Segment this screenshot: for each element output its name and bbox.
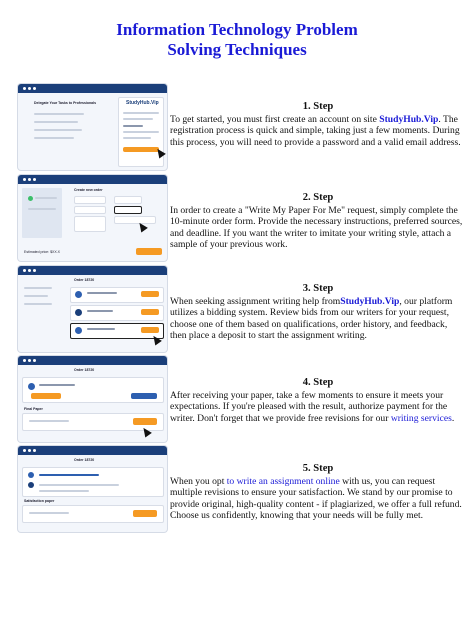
step-1-text: 1. Step To get started, you must first create an account on site StudyHub.Vip. The registration process is quick and simple, taking just a few moments. During this process, you will need to provide a password and a valid email address.	[170, 101, 466, 148]
step-3-text: 3. Step When seeking assignment writing help fromStudyHub.Vip, our platform utilizes a bidding system. Review bids from our writers for your request, choose one of them based on qualifications, order history, and feedback, then place a deposit to start the assignment writing.	[170, 283, 466, 341]
step-4-screenshot	[18, 356, 167, 442]
page-title	[0, 20, 474, 60]
step-1-screenshot	[18, 84, 167, 170]
window-bar	[18, 84, 167, 93]
thumb-title: Order 18720	[74, 368, 95, 372]
studyhub-link[interactable]: StudyHub.Vip	[379, 114, 439, 125]
thumb-title: Create new order	[74, 188, 103, 192]
write-assignment-link[interactable]: to write an assignment online	[226, 476, 340, 487]
step-4-heading: 4. Step	[302, 377, 334, 388]
window-bar	[18, 446, 167, 455]
thumb-label: Satisfaction paper	[24, 499, 55, 503]
step-2-heading: 2. Step	[302, 192, 334, 203]
title-line-1: Information Technology Problem	[116, 20, 358, 39]
step-3-screenshot	[18, 266, 167, 352]
step-1-heading: 1. Step	[302, 101, 334, 112]
thumb-title: Order 18720	[74, 278, 95, 282]
step-5-heading: 5. Step	[302, 463, 334, 474]
studyhub-link[interactable]: StudyHub.Vip	[340, 296, 400, 307]
step-5-text: 5. Step When you opt to write an assignment online with us, you can request multiple revisions to ensure your satisfaction. We stand by our promise to provide original, high-quality content - if plagiarized, we offer a full refund. Choose us confidently, knowing that your needs will be fully met.	[170, 463, 466, 521]
writing-services-link[interactable]: writing services	[390, 412, 452, 424]
window-bar	[18, 356, 167, 365]
thumb-logo: StudyHub.Vip	[126, 100, 159, 106]
thumb-title: Order 18720	[74, 458, 95, 462]
step-4-text: 4. Step After receiving your paper, take a few moments to ensure it meets your expectations. If you're pleased with the result, authorize payment for the writer. Don't forget that we provide free revisions for our writing services.	[170, 377, 466, 424]
title-line-2: Solving Techniques	[167, 40, 307, 59]
window-bar	[18, 266, 167, 275]
thumb-label: Final Paper	[24, 407, 43, 411]
step-3-heading: 3. Step	[302, 283, 334, 294]
step-5-screenshot	[18, 446, 167, 532]
window-bar	[18, 175, 167, 184]
thumb-caption: Delegate Your Tasks to Professionals	[34, 101, 97, 105]
step-2-text: 2. Step In order to create a "Write My Paper For Me" request, simply complete the 10-minute order form. Provide the necessary instructions, preferred sources, and deadline. If you want the writer to imitate your writing style, attach a sample of your previous work.	[170, 192, 466, 250]
step-2-screenshot	[18, 175, 167, 261]
thumb-price: Estimated price: $XX.X	[24, 250, 60, 254]
